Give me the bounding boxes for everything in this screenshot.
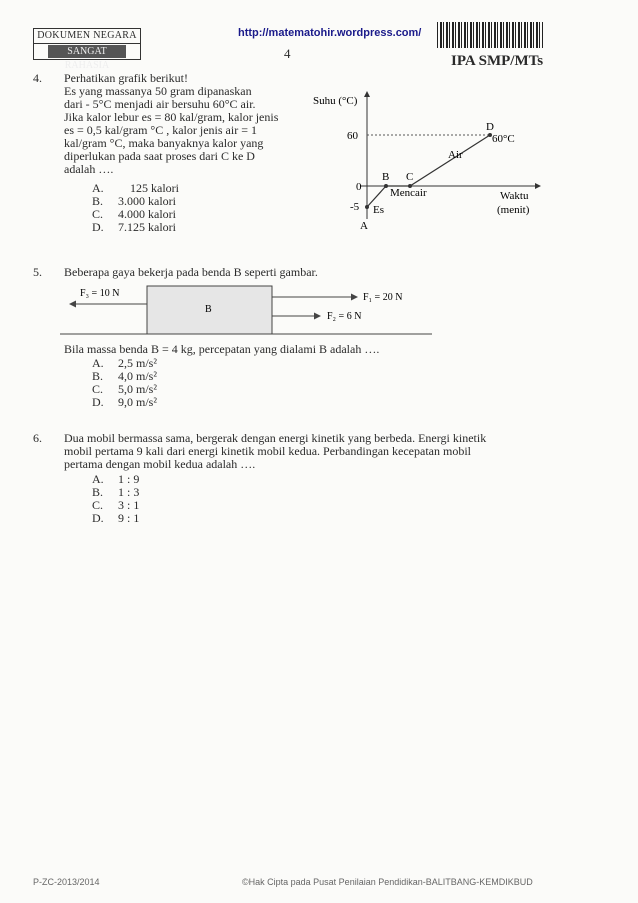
- footer-code: P-ZC-2013/2014: [33, 877, 100, 887]
- q4-line: diperlukan pada saat proses dari C ke D: [64, 149, 255, 163]
- doc-label: DOKUMEN NEGARA: [34, 29, 140, 44]
- label-air: Air: [448, 149, 463, 161]
- q4-line: Es yang massanya 50 gram dipanaskan: [64, 84, 252, 98]
- f2-label: F₂ = 6 N: [327, 311, 362, 322]
- q5-question: Bila massa benda B = 4 kg, percepatan yang dialami B adalah ….: [64, 342, 380, 356]
- q4-options: [92, 182, 179, 234]
- point-b: [384, 184, 388, 188]
- q6-option-a[interactable]: A. 1 : 9: [92, 472, 140, 486]
- label-mencair: Mencair: [390, 187, 427, 199]
- subject-title: IPA SMP/MTs: [451, 53, 544, 69]
- label-es: Es: [373, 204, 384, 216]
- block-label: B: [205, 304, 212, 315]
- footer-copyright: ©Hak Cipta pada Pusat Penilaian Pendidikan-BALITBANG-KEMDIKBUD: [242, 877, 533, 887]
- tick-0: 0: [356, 181, 362, 193]
- point-a: [365, 205, 369, 209]
- q5-options: [92, 357, 157, 409]
- q5-option-a[interactable]: A. 2,5 m/s²: [92, 356, 157, 370]
- q4-line: dari - 5°C menjadi air bersuhu 60°C air.: [64, 97, 256, 111]
- q5-option-d[interactable]: D. 9,0 m/s²: [92, 395, 157, 409]
- q4-stem: [64, 72, 299, 176]
- q6-stem: [64, 432, 544, 471]
- q4-option-a[interactable]: A. 125 kalori: [92, 181, 179, 195]
- f1-label: F₁ = 20 N: [363, 292, 403, 303]
- q6-line: mobil pertama 9 kali dari energi kinetik mobil kedua. Perbandingan kecepatan mobil: [64, 444, 471, 458]
- q4-option-b[interactable]: B. 3.000 kalori: [92, 194, 176, 208]
- q6-option-d[interactable]: D. 9 : 1: [92, 511, 140, 525]
- force-diagram: [60, 282, 440, 338]
- q6-option-c[interactable]: C. 3 : 1: [92, 498, 140, 512]
- q5-stem: Beberapa gaya bekerja pada benda B seperti gambar.: [64, 265, 318, 279]
- q6-option-b[interactable]: B. 1 : 3: [92, 485, 140, 499]
- q4-number: 4.: [33, 71, 42, 85]
- q4-line: Perhatikan grafik berikut!: [64, 71, 188, 85]
- barcode-icon: [437, 22, 543, 48]
- label-60c: 60°C: [492, 133, 515, 145]
- x-axis-unit: (menit): [497, 204, 530, 216]
- q4-line: Jika kalor lebur es = 80 kal/gram, kalor jenis: [64, 110, 279, 124]
- tick-neg5: -5: [350, 201, 360, 213]
- q6-number: 6.: [33, 431, 42, 445]
- q6-options: [92, 473, 139, 525]
- q6-line: Dua mobil bermassa sama, bergerak dengan energi kinetik yang berbeda. Energi kinetik: [64, 431, 487, 445]
- f3-label: F₃ = 10 N: [80, 288, 120, 299]
- source-url[interactable]: http://matematohir.wordpress.com/: [238, 27, 422, 39]
- tick-60: 60: [347, 130, 358, 142]
- q4-option-c[interactable]: C. 4.000 kalori: [92, 207, 176, 221]
- q6-line: pertama dengan mobil kedua adalah ….: [64, 457, 256, 471]
- y-axis-label: Suhu (°C): [313, 95, 358, 107]
- q4-line: adalah ….: [64, 162, 114, 176]
- heating-curve-graph: [300, 84, 550, 234]
- q5-option-b[interactable]: B. 4,0 m/s²: [92, 369, 157, 383]
- q4-line: kal/gram °C, maka banyaknya kalor yang: [64, 136, 264, 150]
- q4-line: es = 0,5 kal/gram °C , kalor jenis air = 1: [64, 123, 257, 137]
- label-b: B: [382, 171, 390, 183]
- q5-option-c[interactable]: C. 5,0 m/s²: [92, 382, 157, 396]
- x-axis-label: Waktu: [500, 190, 529, 202]
- label-d: D: [486, 121, 494, 133]
- label-a: A: [360, 220, 368, 232]
- q4-option-d[interactable]: D. 7.125 kalori: [92, 220, 176, 234]
- page-number: 4: [284, 46, 291, 61]
- secret-label: SANGAT RAHASIA: [48, 45, 126, 58]
- document-classification-box: [33, 28, 141, 71]
- label-c: C: [406, 171, 414, 183]
- q5-number: 5.: [33, 265, 42, 279]
